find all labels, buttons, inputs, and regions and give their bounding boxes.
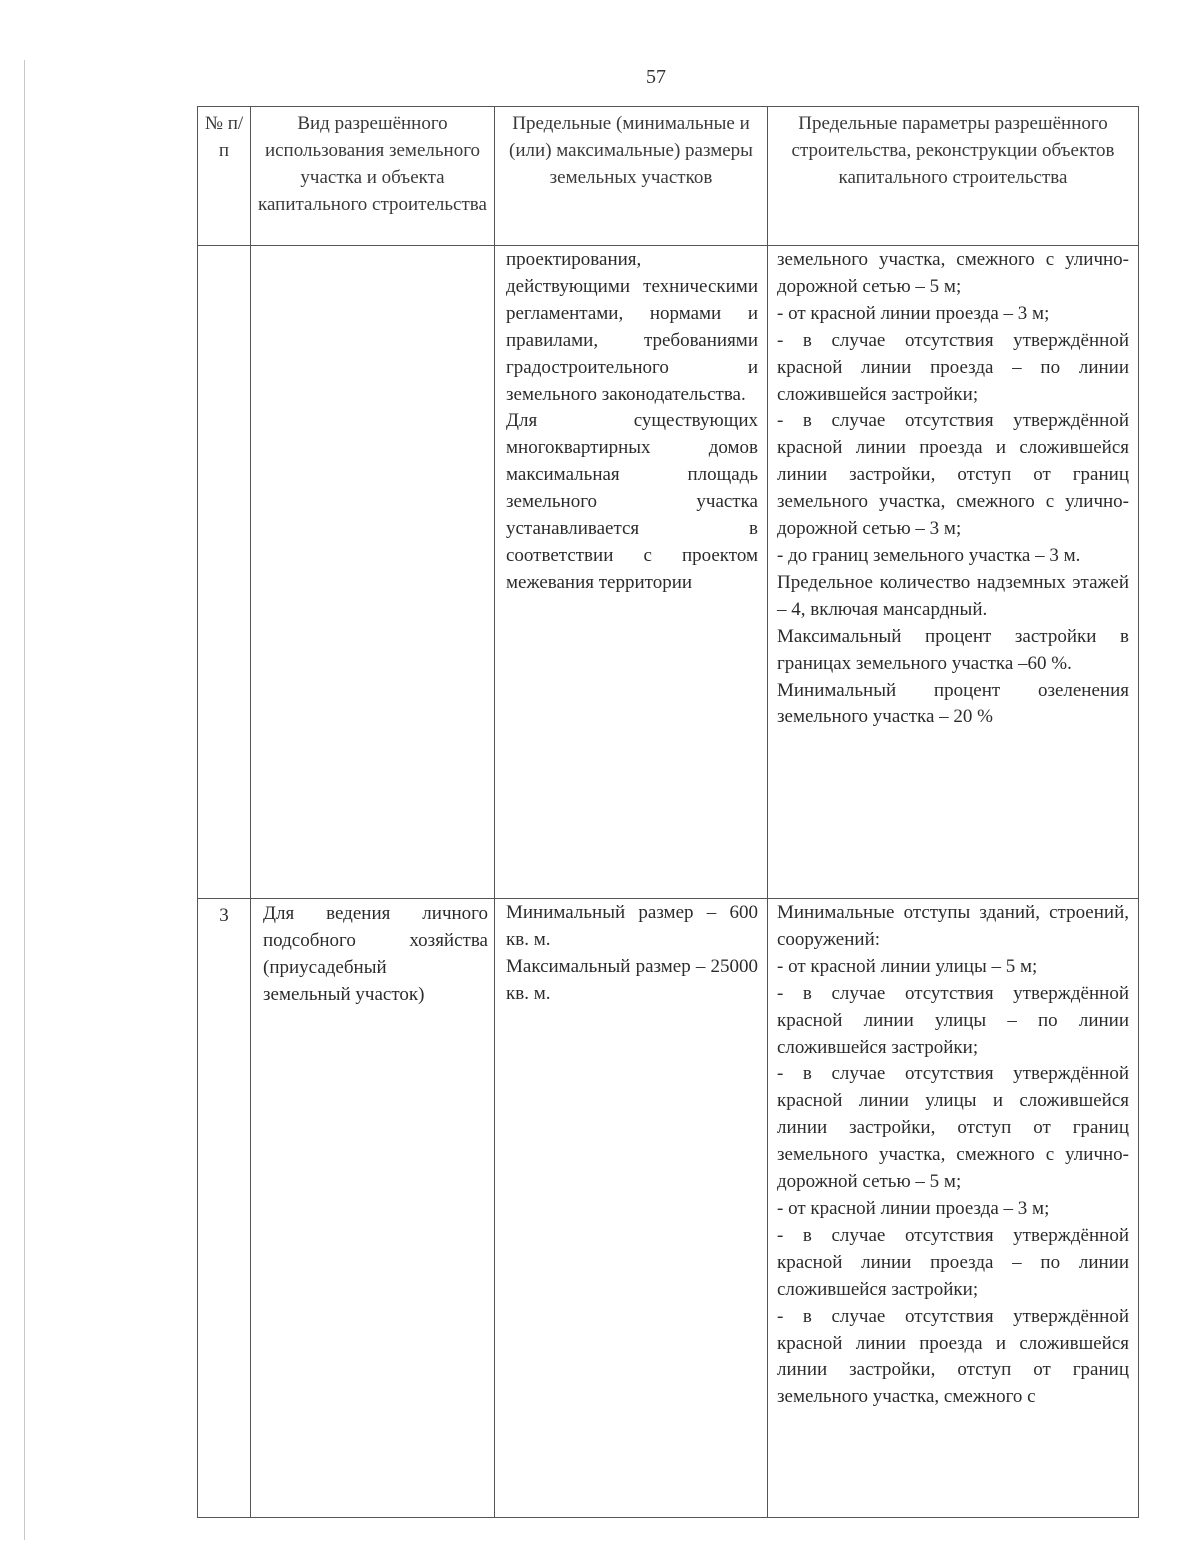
param-text: - в случае отсутствия утверждённой красной линии проезда – по линии сложившейся застройки; [777,329,1129,405]
header-params: Предельные параметры разрешённого строительства, реконструкции объектов капитального строительства [768,107,1139,246]
row-use [251,246,495,899]
page-number: 57 [646,66,666,88]
header-size: Предельные (минимальные и (или) максимальные) размеры земельных участков [495,107,768,246]
row-num [198,246,251,899]
regulations-table [197,106,1139,1518]
use-line: подсобного хозяйства [263,929,488,951]
row-num: 3 [198,899,251,1518]
use-line: Для ведения личного [263,903,488,924]
param-text: - в случае отсутствия утверждённой красной линии улицы и сложившейся линии застройки, отступ от границ земельного участка, смежного с улично-дорожной сетью – 5 м; [777,1063,1129,1193]
table-row [198,899,1139,1518]
scan-edge-line [24,60,25,1540]
param-text: - до границ земельного участка – 3 м. [777,544,1081,566]
param-text: - в случае отсутствия утверждённой красной линии улицы – по линии сложившейся застройки; [777,982,1129,1058]
row-params [768,899,1139,1518]
param-text: Предельное количество надземных этажей – 4, включая мансардный. [777,571,1129,620]
param-text: Минимальный процент озеленения земельного участка – 20 % [777,679,1129,728]
row-size [495,899,768,1518]
param-text: Минимальные отступы зданий, строений, сооружений: [777,902,1129,950]
param-text: - в случае отсутствия утверждённой красной линии проезда – по линии сложившейся застройки; [777,1224,1129,1300]
size-text: Минимальный размер – 600 кв. м. [506,902,758,950]
size-text: Максимальный размер – 25000 кв. м. [506,955,758,1004]
table-row [198,246,1139,899]
use-line: земельный участок) [263,983,425,1005]
size-text: проектирования, действующими техническими регламентами, нормами и правилами, требованиями градостроительного и земельного законодательства. [506,249,758,405]
row-params [768,246,1139,899]
param-text: земельного участка, смежного с улично-дорожной сетью – 5 м; [777,249,1129,297]
param-text: - в случае отсутствия утверждённой красной линии проезда и сложившейся линии застройки, отступ от границ земельного участка, смежного с [777,1305,1129,1408]
param-text: - от красной линии проезда – 3 м; [777,1197,1050,1219]
size-text: Для существующих многоквартирных домов максимальная площадь земельного участка устанавливается в соответствии с проектом межевания территории [506,410,758,593]
use-line: (приусадебный [263,956,387,978]
header-num: № п/п [198,107,251,246]
param-text: - от красной линии улицы – 5 м; [777,955,1038,977]
table-header-row [198,107,1139,246]
param-text: - в случае отсутствия утверждённой красной линии проезда и сложившейся линии застройки, отступ от границ земельного участка, смежного с улично-дорожной сетью – 3 м; [777,410,1129,540]
param-text: - от красной линии проезда – 3 м; [777,302,1050,324]
param-text: Максимальный процент застройки в границах земельного участка –60 %. [777,625,1129,674]
row-size [495,246,768,899]
row-use [251,899,495,1518]
header-use: Вид разрешённого использования земельного участка и объекта капитального строительства [251,107,495,246]
